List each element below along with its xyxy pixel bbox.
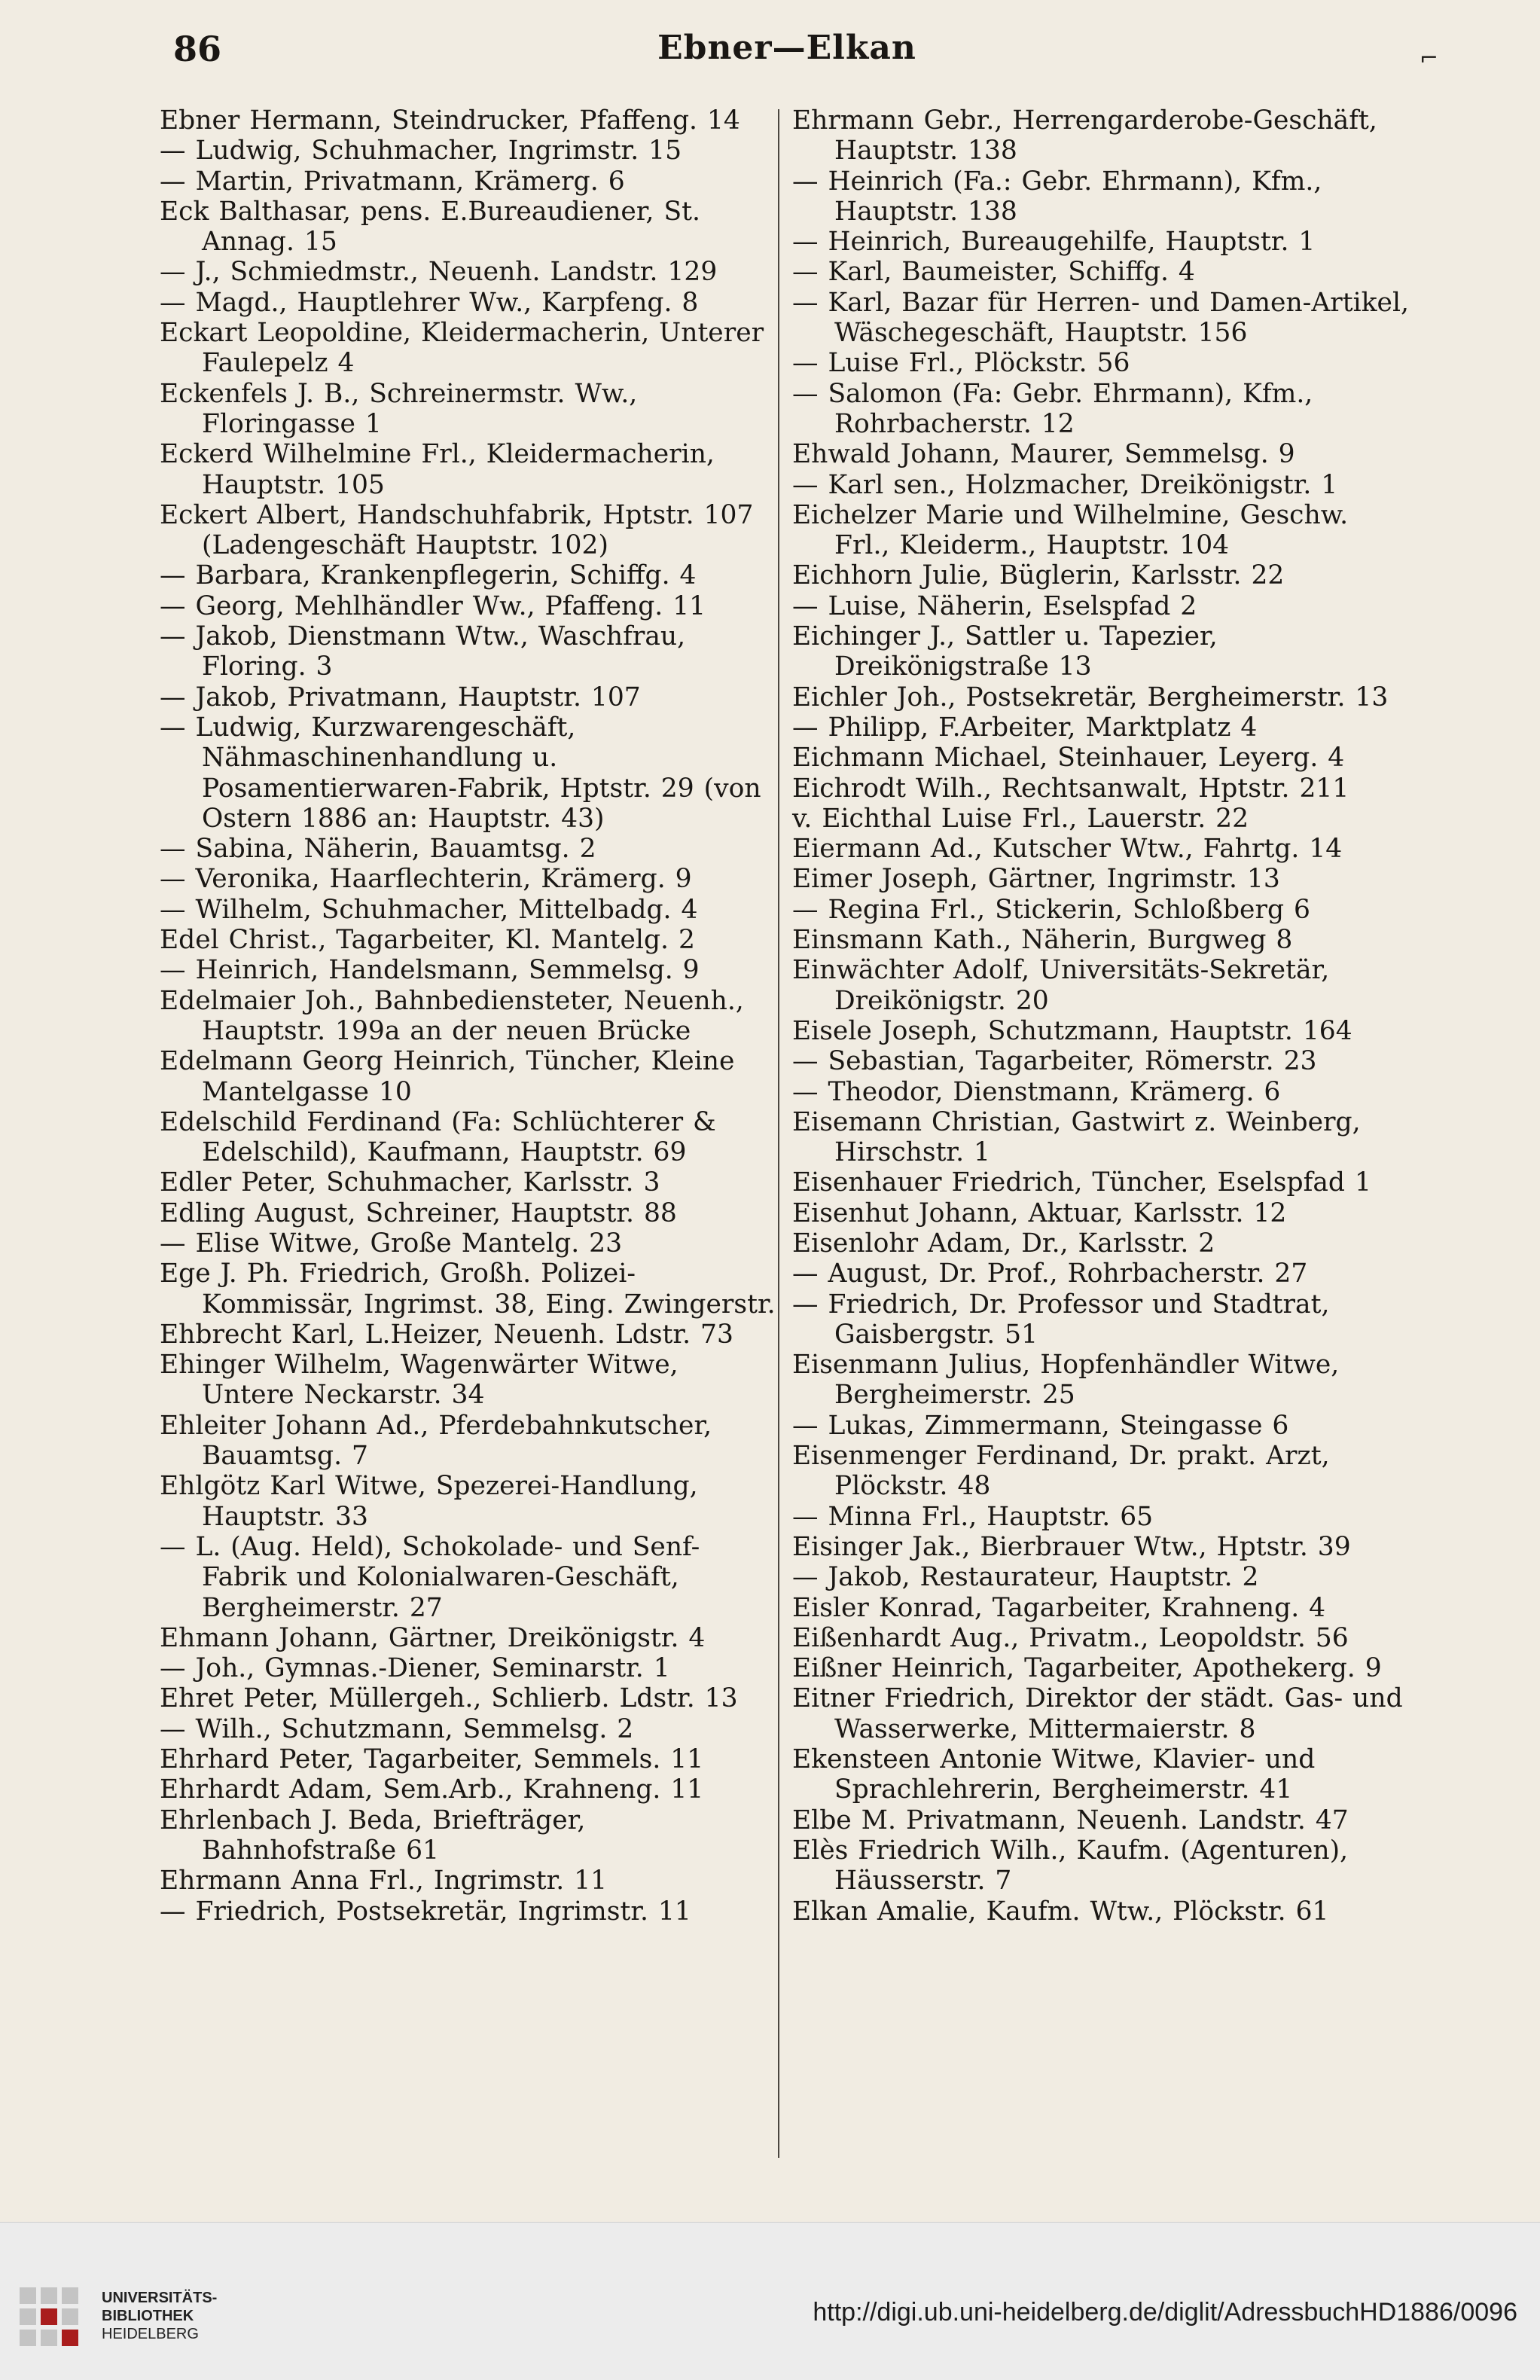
viewer-footer (0, 2222, 1540, 2380)
directory-entry: — Jakob, Dienstmann Wtw., Waschfrau, Floring. 3 (160, 621, 686, 682)
page-header (151, 23, 1438, 75)
directory-entry: Eißenhardt Aug., Privatm., Leopoldstr. 56 (792, 1622, 1349, 1653)
directory-entry: v. Eichthal Luise Frl., Lauerstr. 22 (792, 803, 1249, 834)
directory-entry: Eichhorn Julie, Büglerin, Karlsstr. 22 (792, 560, 1285, 591)
directory-entry: — Heinrich, Handelsmann, Semmelsg. 9 (160, 955, 700, 986)
ink-mark: ⌐ (1419, 45, 1438, 72)
directory-entry: — Heinrich, Bureaugehilfe, Hauptstr. 1 (792, 227, 1316, 258)
directory-entry: — Karl, Baumeister, Schiffg. 4 (792, 257, 1195, 288)
directory-entry: Eisemann Christian, Gastwirt z. Weinberg, Hirschstr. 1 (792, 1106, 1361, 1168)
directory-entry: Eitner Friedrich, Direktor der städt. Gas- und Wasserwerke, Mittermaierstr. 8 (792, 1683, 1403, 1744)
directory-entry: Eisenmenger Ferdinand, Dr. prakt. Arzt, Plöckstr. 48 (792, 1441, 1330, 1502)
column-divider (778, 109, 779, 2158)
directory-entry: Eißner Heinrich, Tagarbeiter, Apothekerg. 9 (792, 1653, 1382, 1684)
directory-entry: Eiermann Ad., Kutscher Wtw., Fahrtg. 14 (792, 834, 1343, 865)
directory-entry: — Karl sen., Holzmacher, Dreikönigstr. 1 (792, 469, 1338, 500)
directory-entry: Ehlgötz Karl Witwe, Spezerei-Handlung, Hauptstr. 33 (160, 1471, 698, 1532)
directory-entry: — Salomon (Fa: Gebr. Ehrmann), Kfm., Rohrbacherstr. 12 (792, 378, 1313, 439)
directory-entry: Eisenmann Julius, Hopfenhändler Witwe, Bergheimerstr. 25 (792, 1350, 1340, 1411)
directory-entry: Edelmaier Joh., Bahnbediensteter, Neuenh., Hauptstr. 199a an der neuen Brücke (160, 985, 744, 1046)
source-url-link[interactable]: http://digi.ub.uni-heidelberg.de/diglit/AdressbuchHD1886/0096 (813, 2298, 1517, 2327)
directory-entry: — Heinrich (Fa.: Gebr. Ehrmann), Kfm., Hauptstr. 138 (792, 166, 1322, 227)
directory-entry: Ehinger Wilhelm, Wagenwärter Witwe, Untere Neckarstr. 34 (160, 1350, 679, 1411)
directory-entry: Edel Christ., Tagarbeiter, Kl. Mantelg. 2 (160, 925, 695, 956)
directory-entry: — Philipp, F.Arbeiter, Marktplatz 4 (792, 712, 1258, 743)
directory-entry: Eimer Joseph, Gärtner, Ingrimstr. 13 (792, 864, 1280, 895)
directory-entry: — Sabina, Näherin, Bauamtsg. 2 (160, 834, 596, 865)
page-number: 86 (173, 29, 222, 69)
directory-entry: Einsmann Kath., Näherin, Burgweg 8 (792, 925, 1293, 956)
directory-entry: Ehbrecht Karl, L.Heizer, Neuenh. Ldstr. 73 (160, 1319, 733, 1350)
directory-entry: — Sebastian, Tagarbeiter, Römerstr. 23 (792, 1046, 1317, 1077)
directory-entry: Elès Friedrich Wilh., Kaufm. (Agenturen), Häusserstr. 7 (792, 1835, 1349, 1896)
directory-entry: Edelschild Ferdinand (Fa: Schlüchterer & Edelschild), Kaufmann, Hauptstr. 69 (160, 1106, 716, 1168)
directory-entry: Eisenhut Johann, Aktuar, Karlsstr. 12 (792, 1198, 1287, 1228)
directory-entry: — Barbara, Krankenpflegerin, Schiffg. 4 (160, 560, 697, 591)
directory-entry: Ehrmann Anna Frl., Ingrimstr. 11 (160, 1866, 608, 1896)
directory-entry: Ehrhardt Adam, Sem.Arb., Krahneng. 11 (160, 1774, 704, 1805)
directory-entry: Elbe M. Privatmann, Neuenh. Landstr. 47 (792, 1805, 1349, 1835)
directory-entry: Ehrlenbach J. Beda, Briefträger, Bahnhofstraße 61 (160, 1805, 586, 1866)
directory-entry: — Jakob, Restaurateur, Hauptstr. 2 (792, 1562, 1259, 1593)
directory-entry: — Karl, Bazar für Herren- und Damen-Artikel, Wäschegeschäft, Hauptstr. 156 (792, 287, 1409, 349)
directory-entry: Eckart Leopoldine, Kleidermacherin, Unterer Faulepelz 4 (160, 318, 764, 379)
directory-entry: Ehleiter Johann Ad., Pferdebahnkutscher, Bauamtsg. 7 (160, 1410, 712, 1472)
directory-entry: Eisler Konrad, Tagarbeiter, Krahneng. 4 (792, 1592, 1326, 1623)
directory-entry: — Regina Frl., Stickerin, Schloßberg 6 (792, 894, 1310, 925)
directory-entry: Ehret Peter, Müllergeh., Schlierb. Ldstr. 13 (160, 1683, 738, 1714)
directory-entry: — Veronika, Haarflechterin, Krämerg. 9 (160, 864, 692, 895)
directory-entry: Ehmann Johann, Gärtner, Dreikönigstr. 4 (160, 1622, 706, 1653)
directory-entry: — Joh., Gymnas.-Diener, Seminarstr. 1 (160, 1653, 670, 1684)
directory-entry: — Luise Frl., Plöckstr. 56 (792, 348, 1130, 379)
library-name (102, 2289, 217, 2343)
directory-entry: Eisele Joseph, Schutzmann, Hauptstr. 164 (792, 1015, 1352, 1046)
directory-entry: — Theodor, Dienstmann, Krämerg. 6 (792, 1076, 1281, 1107)
directory-entry: — J., Schmiedmstr., Neuenh. Landstr. 129 (160, 257, 718, 288)
directory-entry: — Wilhelm, Schuhmacher, Mittelbadg. 4 (160, 894, 698, 925)
directory-entry: — Georg, Mehlhändler Ww., Pfaffeng. 11 (160, 590, 706, 621)
directory-entry: Eichinger J., Sattler u. Tapezier, Dreikönigstraße 13 (792, 621, 1218, 682)
library-name-line3: HEIDELBERG (102, 2326, 199, 2342)
directory-entry: Ehrmann Gebr., Herrengarderobe-Geschäft, Hauptstr. 138 (792, 105, 1377, 166)
directory-entry: Ehrhard Peter, Tagarbeiter, Semmels. 11 (160, 1744, 704, 1775)
directory-entry: — Ludwig, Kurzwarengeschäft, Nähmaschinenhandlung u. Posamentierwaren-Fabrik, Hptstr. 29 (von Ostern 1886 an: Hauptstr. 43) (160, 712, 761, 834)
directory-entry: Ege J. Ph. Friedrich, Großh. Polizei-Kommissär, Ingrimst. 38, Eing. Zwingerstr. (160, 1259, 776, 1320)
library-name-line2: BIBLIOTHEK (102, 2308, 194, 2324)
directory-entry: — Wilh., Schutzmann, Semmelsg. 2 (160, 1713, 634, 1744)
directory-entry: Eisenhauer Friedrich, Tüncher, Eselspfad 1 (792, 1167, 1371, 1198)
directory-entry: Eisenlohr Adam, Dr., Karlsstr. 2 (792, 1228, 1215, 1259)
directory-entry: — Friedrich, Dr. Professor und Stadtrat, Gaisbergstr. 51 (792, 1289, 1330, 1350)
directory-entry: Ebner Hermann, Steindrucker, Pfaffeng. 14 (160, 105, 740, 136)
left-column (160, 105, 777, 1927)
directory-entry: Ekensteen Antonie Witwe, Klavier- und Sprachlehrerin, Bergheimerstr. 41 (792, 1744, 1316, 1805)
directory-entry: Eichelzer Marie und Wilhelmine, Geschw. Frl., Kleiderm., Hauptstr. 104 (792, 499, 1349, 561)
directory-entry: — Ludwig, Schuhmacher, Ingrimstr. 15 (160, 136, 682, 166)
directory-entry: Elkan Amalie, Kaufm. Wtw., Plöckstr. 61 (792, 1896, 1329, 1927)
directory-entry: — August, Dr. Prof., Rohrbacherstr. 27 (792, 1259, 1308, 1289)
right-column (792, 105, 1410, 1927)
directory-entry: Eichrodt Wilh., Rechtsanwalt, Hptstr. 211 (792, 773, 1349, 804)
university-library-logo-icon (15, 2283, 98, 2366)
directory-entry: — Lukas, Zimmermann, Steingasse 6 (792, 1410, 1289, 1441)
directory-entry: — Minna Frl., Hauptstr. 65 (792, 1501, 1154, 1532)
directory-entry: — Martin, Privatmann, Krämerg. 6 (160, 166, 625, 197)
library-name-line1: UNIVERSITÄTS- (102, 2290, 218, 2306)
directory-entry: Ehwald Johann, Maurer, Semmelsg. 9 (792, 439, 1295, 470)
directory-entry: Edelmann Georg Heinrich, Tüncher, Kleine Mantelgasse 10 (160, 1046, 735, 1107)
directory-entry: Edling August, Schreiner, Hauptstr. 88 (160, 1198, 677, 1228)
running-head: Ebner—Elkan (657, 29, 916, 67)
directory-entry: Einwächter Adolf, Universitäts-Sekretär, Dreikönigstr. 20 (792, 955, 1330, 1016)
directory-entry: Eichler Joh., Postsekretär, Bergheimerstr. 13 (792, 682, 1389, 712)
directory-entry: — Magd., Hauptlehrer Ww., Karpfeng. 8 (160, 287, 699, 318)
directory-entry: — L. (Aug. Held), Schokolade- und Senf-Fabrik und Kolonialwaren-Geschäft, Bergheimerstr. 27 (160, 1531, 700, 1623)
directory-entry: Eckert Albert, Handschuhfabrik, Hptstr. 107 (Ladengeschäft Hauptstr. 102) (160, 499, 754, 561)
directory-entry: Edler Peter, Schuhmacher, Karlsstr. 3 (160, 1167, 660, 1198)
directory-entry: Eckerd Wilhelmine Frl., Kleidermacherin, Hauptstr. 105 (160, 439, 715, 500)
directory-entry: Eck Balthasar, pens. E.Bureaudiener, St. Annag. 15 (160, 196, 700, 258)
directory-entry: Eckenfels J. B., Schreinermstr. Ww., Floringasse 1 (160, 378, 638, 439)
directory-entry: — Jakob, Privatmann, Hauptstr. 107 (160, 682, 641, 712)
directory-entry: — Luise, Näherin, Eselspfad 2 (792, 590, 1197, 621)
directory-entry: — Elise Witwe, Große Mantelg. 23 (160, 1228, 623, 1259)
directory-entry: Eisinger Jak., Bierbrauer Wtw., Hptstr. 39 (792, 1531, 1351, 1562)
directory-entry: — Friedrich, Postsekretär, Ingrimstr. 11 (160, 1896, 691, 1927)
directory-entry: Eichmann Michael, Steinhauer, Leyerg. 4 (792, 743, 1345, 774)
